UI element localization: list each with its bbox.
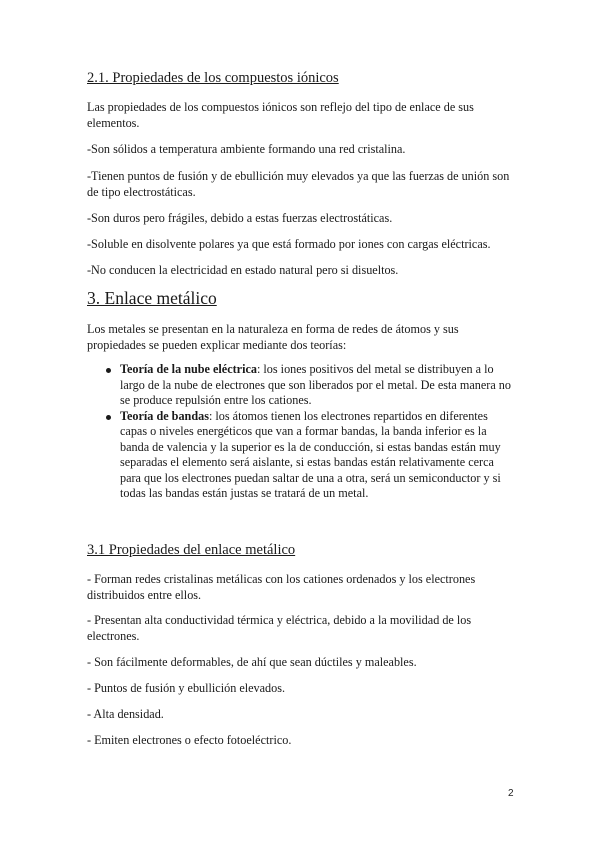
theory-term: Teoría de bandas <box>120 408 209 423</box>
theory-description: : los átomos tienen los electrones repartidos en diferentes capas o niveles energéticos que van a formar bandas, la banda inferior es la banda de valencia y la superior es la de conducción, si estas bandas están muy separadas el elemento será aislante, si estas bandas están relativamente cerca para que los electrones puedan saltar de una a otra, será un semiconductor y si todas las bandas están justas se tratará de un metal. <box>120 408 501 500</box>
paragraph-ionic-conduct: -No conducen la electricidad en estado natural pero si disueltos. <box>87 263 399 277</box>
heading-metallic-properties: 3.1 Propiedades del enlace metálico <box>87 542 296 558</box>
paragraph-metallic-photoelectric: - Emiten electrones o efecto fotoeléctrico. <box>87 733 292 747</box>
paragraph-metallic-conductivity: - Presentan alta conductividad térmica y eléctrica, debido a la movilidad de los electrones. <box>87 613 472 643</box>
bullet-icon <box>106 368 111 373</box>
heading-metallic-bond: 3. Enlace metálico <box>87 288 217 308</box>
paragraph-metallic-deformable: - Son fácilmente deformables, de ahí que sean dúctiles y maleables. <box>87 655 417 669</box>
page-number: 2 <box>508 788 514 799</box>
theory-term: Teoría de la nube eléctrica <box>120 362 257 376</box>
paragraph-ionic-melting: -Tienen puntos de fusión y de ebullición muy elevados ya que las fuerzas de unión son de tipo electrostáticas. <box>87 169 510 199</box>
paragraph-ionic-solid: -Son sólidos a temperatura ambiente formando una red cristalina. <box>87 142 406 156</box>
theories-list <box>87 362 517 502</box>
heading-ionic-properties: 2.1. Propiedades de los compuestos iónicos <box>87 70 339 86</box>
paragraph-ionic-soluble: -Soluble en disolvente polares ya que está formado por iones con cargas eléctricas. <box>87 237 491 251</box>
paragraph-metallic-melting: - Puntos de fusión y ebullición elevados. <box>87 681 286 695</box>
paragraph-metallic-intro: Los metales se presentan en la naturaleza en forma de redes de átomos y sus propiedades se pueden explicar mediante dos teorías: <box>87 322 459 352</box>
list-item <box>87 409 517 502</box>
bullet-icon <box>106 415 111 420</box>
paragraph-metallic-density: - Alta densidad. <box>87 707 164 721</box>
paragraph-ionic-intro: Las propiedades de los compuestos iónicos son reflejo del tipo de enlace de sus elementos. <box>87 100 474 130</box>
theory-description: : los iones positivos del metal se distribuyen a lo largo de la nube de electrones que son liberados por el metal. De esta manera no se produce repulsión entre los cationes. <box>120 362 511 407</box>
paragraph-metallic-lattice: - Forman redes cristalinas metálicas con los cationes ordenados y los electrones distribuidos entre ellos. <box>87 572 476 602</box>
list-item <box>87 362 517 409</box>
paragraph-ionic-hard: -Son duros pero frágiles, debido a estas fuerzas electrostáticas. <box>87 211 393 225</box>
